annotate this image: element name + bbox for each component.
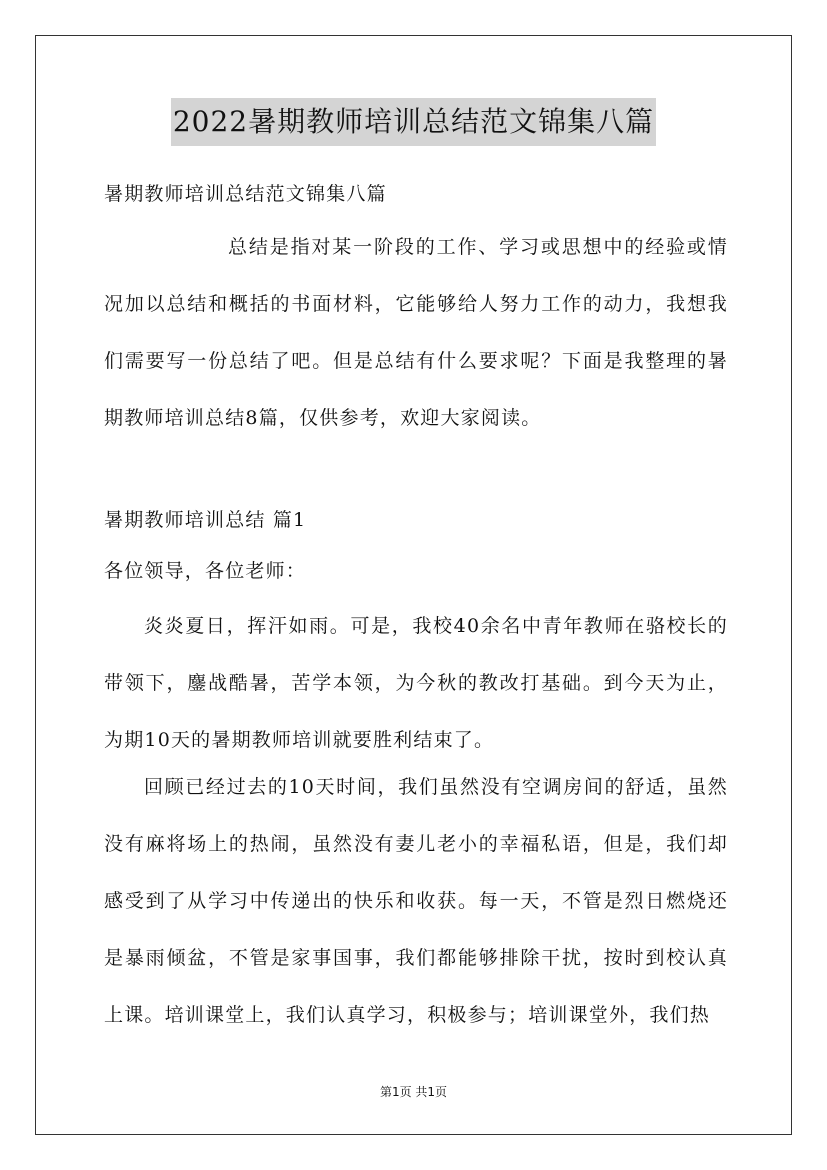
document-subtitle: 暑期教师培训总结范文锦集八篇 <box>104 183 387 205</box>
intro-paragraph: 总结是指对某一阶段的工作、学习或思想中的经验或情况加以总结和概括的书面材料，它能够给人努力工作的动力，我想我们需要写一份总结了吧。但是总结有什么要求呢？下面是我整理的暑期教师培训总结8篇，仅供参考，欢迎大家阅读。 <box>104 236 728 429</box>
body-paragraph-1: 炎炎夏日，挥汗如雨。可是，我校40余名中青年教师在骆校长的带领下，鏖战酷暑，苦学本领，为今秋的教改打基础。到今天为止，为期10天的暑期教师培训就要胜利结束了。 <box>104 615 728 751</box>
section-heading: 暑期教师培训总结 篇1 <box>104 509 307 531</box>
title-container <box>0 98 827 146</box>
salutation: 各位领导，各位老师： <box>104 560 307 582</box>
page-footer: 第1页 共1页 <box>379 1085 448 1099</box>
body-paragraph-2: 回顾已经过去的10天时间，我们虽然没有空调房间的舒适，虽然没有麻将场上的热闹，虽然没有妻儿老小的幸福私语，但是，我们却感受到了从学习中传递出的快乐和收获。每一天，不管是烈日燃烧还是暴雨倾盆，不管是家事国事，我们都能够排除干扰，按时到校认真上课。培训课堂上，我们认真学习，积极参与；培训课堂外，我们热 <box>104 776 728 1026</box>
document-title: 2022暑期教师培训总结范文锦集八篇 <box>171 98 656 146</box>
